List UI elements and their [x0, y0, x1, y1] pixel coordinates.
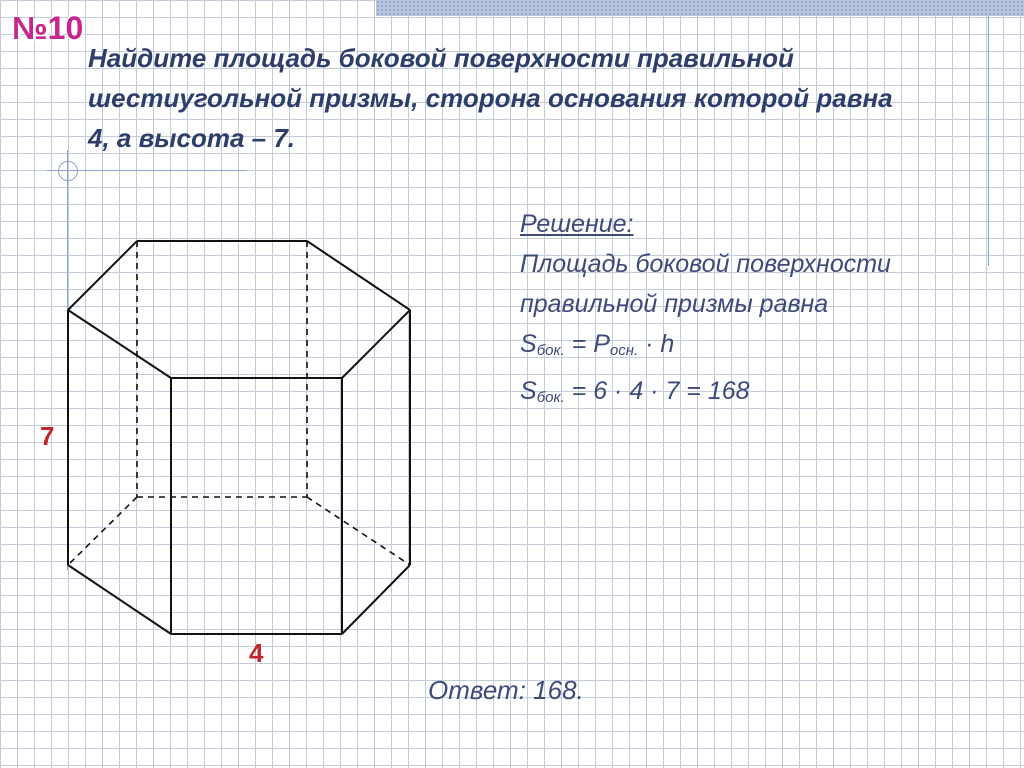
problem-number: №10	[12, 10, 84, 46]
problem-line-2: шестиугольной призмы, сторона основания которой равна	[88, 83, 893, 113]
answer-text: Ответ: 168.	[428, 675, 584, 705]
side-label: 4	[249, 638, 264, 668]
prism-edge-top-3	[342, 310, 410, 378]
prism-edge-top-2	[307, 241, 410, 310]
problem-line-3: 4, а высота – 7.	[88, 123, 296, 153]
formula-computation: $S_{бок.} = 6 \cdot 4 \cdot 7 = 168$	[520, 377, 750, 406]
prism-hidden-edge-bottom-back-right	[307, 497, 410, 565]
formula-general: $S_{бок.} = P_{осн.} \cdot h$	[520, 330, 675, 359]
height-label: 7	[40, 421, 55, 451]
solution-line-2: правильной призмы равна	[520, 290, 829, 318]
problem-line-1: Найдите площадь боковой поверхности правильной	[88, 43, 794, 73]
prism-edge-bottom-front-right	[342, 565, 410, 634]
prism-edge-top-6	[68, 241, 137, 310]
solution-heading: Решение:	[520, 210, 634, 238]
solution-line-1: Площадь боковой поверхности	[520, 250, 891, 278]
solution-block	[520, 204, 1000, 418]
prism-edge-top-5	[68, 310, 171, 378]
prism-edge-bottom-front-left	[68, 565, 171, 634]
prism-hidden-edge-bottom-back-left	[68, 497, 137, 565]
